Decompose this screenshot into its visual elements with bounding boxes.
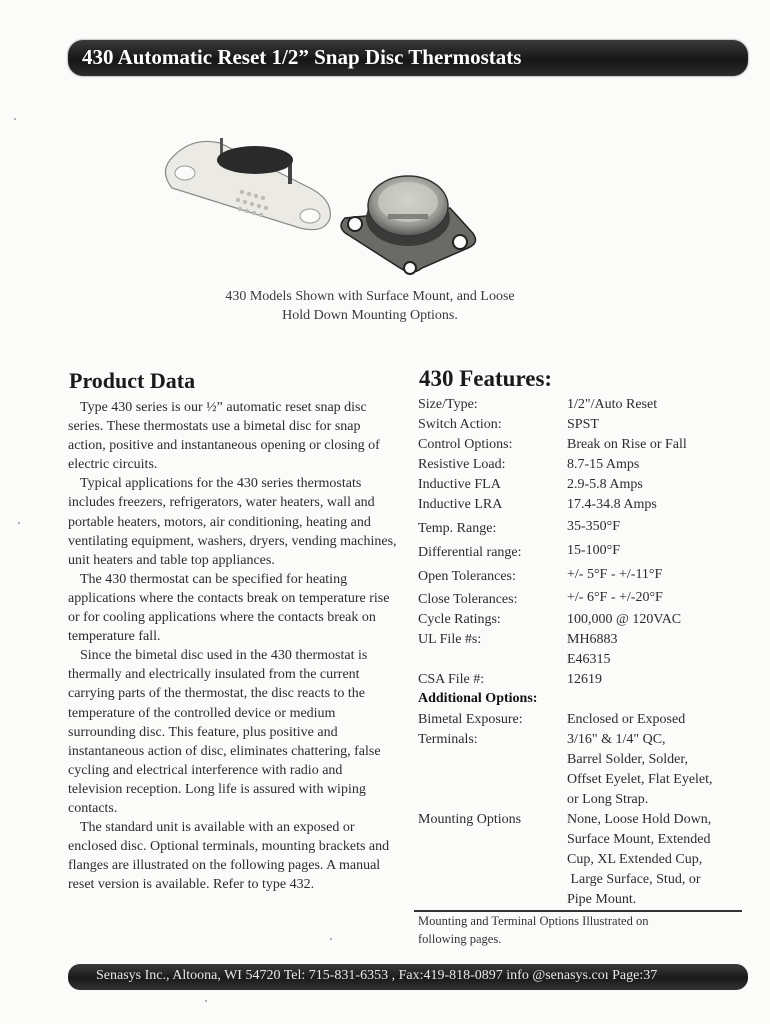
feature-value: +/- 5°F - +/-11°F [567,567,663,582]
feature-value: 100,000 @ 120VAC [567,612,682,627]
feature-label: Mounting Options [418,812,522,827]
feature-value: Pipe Mount. [567,892,637,907]
product-data-body [68,398,398,894]
paragraph: Type 430 series is our ½” automatic reset snap disc series. These thermostats use a bimetal disc for snap action, positive and instantaneous opening or closing of electric circuits. [68,400,380,473]
additional-options-heading: Additional Options: [418,691,538,706]
feature-value: Surface Mount, Extended [567,832,711,847]
figure-caption: 430 Models Shown with Surface Mount, and Loose Hold Down Mounting Options. [225,289,515,323]
feature-value: 17.4-34.8 Amps [567,497,657,512]
options-note: Mounting and Terminal Options Illustrated on following pages. [418,914,649,946]
feature-label: Inductive FLA [418,477,501,492]
page-title: 430 Automatic Reset 1/2” Snap Disc Thermostats [82,45,522,69]
feature-value: 2.9-5.8 Amps [567,477,643,492]
feature-value: MH6883 [567,632,618,647]
scan-speck [205,1000,207,1002]
feature-label: Size/Type: [418,397,478,412]
feature-label: Open Tolerances: [418,569,516,584]
footer-banner [68,964,748,990]
feature-value: Break on Rise or Fall [567,437,687,452]
scan-speck [14,118,16,120]
feature-label: Resistive Load: [418,457,506,472]
feature-value: 3/16" & 1/4" QC, [567,732,666,747]
feature-value: 12619 [567,672,602,687]
feature-label: Cycle Ratings: [418,612,501,627]
feature-label: Control Options: [418,437,513,452]
footer-text: Senasys Inc., Altoona, WI 54720 Tel: 715-831-6353 , Fax:419-818-0897 info @senasys.coı Page:37 [96,968,658,983]
paragraph: The 430 thermostat can be specified for heating applications where the contacts break on temperature rise or for cooling applications where the contacts break on temperature fall. [68,571,390,645]
paragraph: Typical applications for the 430 series thermostats includes freezers, refrigerators, water heaters, wall and portable heaters, motors, air conditioning, heating and ventilating equipment, washers, dryers, vending machines, unit heaters and table top appliances. [68,476,397,568]
feature-value: Barrel Solder, Solder, [567,752,688,767]
feature-label: Terminals: [418,732,478,747]
feature-label: UL File #s: [418,632,482,647]
feature-value: None, Loose Hold Down, [567,812,712,827]
feature-label: Bimetal Exposure: [418,712,523,727]
feature-label: Temp. Range: [418,521,497,536]
product-photo [150,118,490,288]
feature-value: Large Surface, Stud, or [567,872,701,887]
scan-speck [330,938,332,940]
feature-value: or Long Strap. [567,792,649,807]
feature-value: +/- 6°F - +/-20°F [567,590,663,605]
feature-value: E46315 [567,652,611,667]
feature-value: SPST [567,417,599,432]
product-data-heading: Product Data [69,368,196,393]
feature-label: Switch Action: [418,417,502,432]
features-heading: 430 Features: [419,366,553,391]
feature-value: 8.7-15 Amps [567,457,640,472]
scan-speck [18,522,20,524]
feature-value: 35-350°F [567,519,621,534]
feature-value: Offset Eyelet, Flat Eyelet, [567,772,713,787]
feature-label: Close Tolerances: [418,592,518,607]
feature-label: CSA File #: [418,672,485,687]
feature-value: 1/2"/Auto Reset [567,397,658,412]
feature-value: Cup, XL Extended Cup, [567,852,703,867]
feature-label: Differential range: [418,545,522,560]
feature-value: 15-100°F [567,543,621,558]
paragraph: Since the bimetal disc used in the 430 thermostat is thermally and electrically insulated from the current carrying parts of the thermostat, the disc reacts to the temperature of the controlled device or medium surrounding disc. This feature, plus positive and instantaneous action of disc, eliminates chattering, false cycling and electrical interference with radio and television reception. Long life is assured with wiping contacts. [68,648,381,816]
feature-label: Inductive LRA [418,497,503,512]
paragraph: The standard unit is available with an exposed or enclosed disc. Optional terminals, mounting brackets and flanges are illustrated on the following pages. A manual reset version is available. Refer to type 432. [68,820,390,893]
feature-value: Enclosed or Exposed [567,712,686,727]
title-banner [68,40,748,76]
